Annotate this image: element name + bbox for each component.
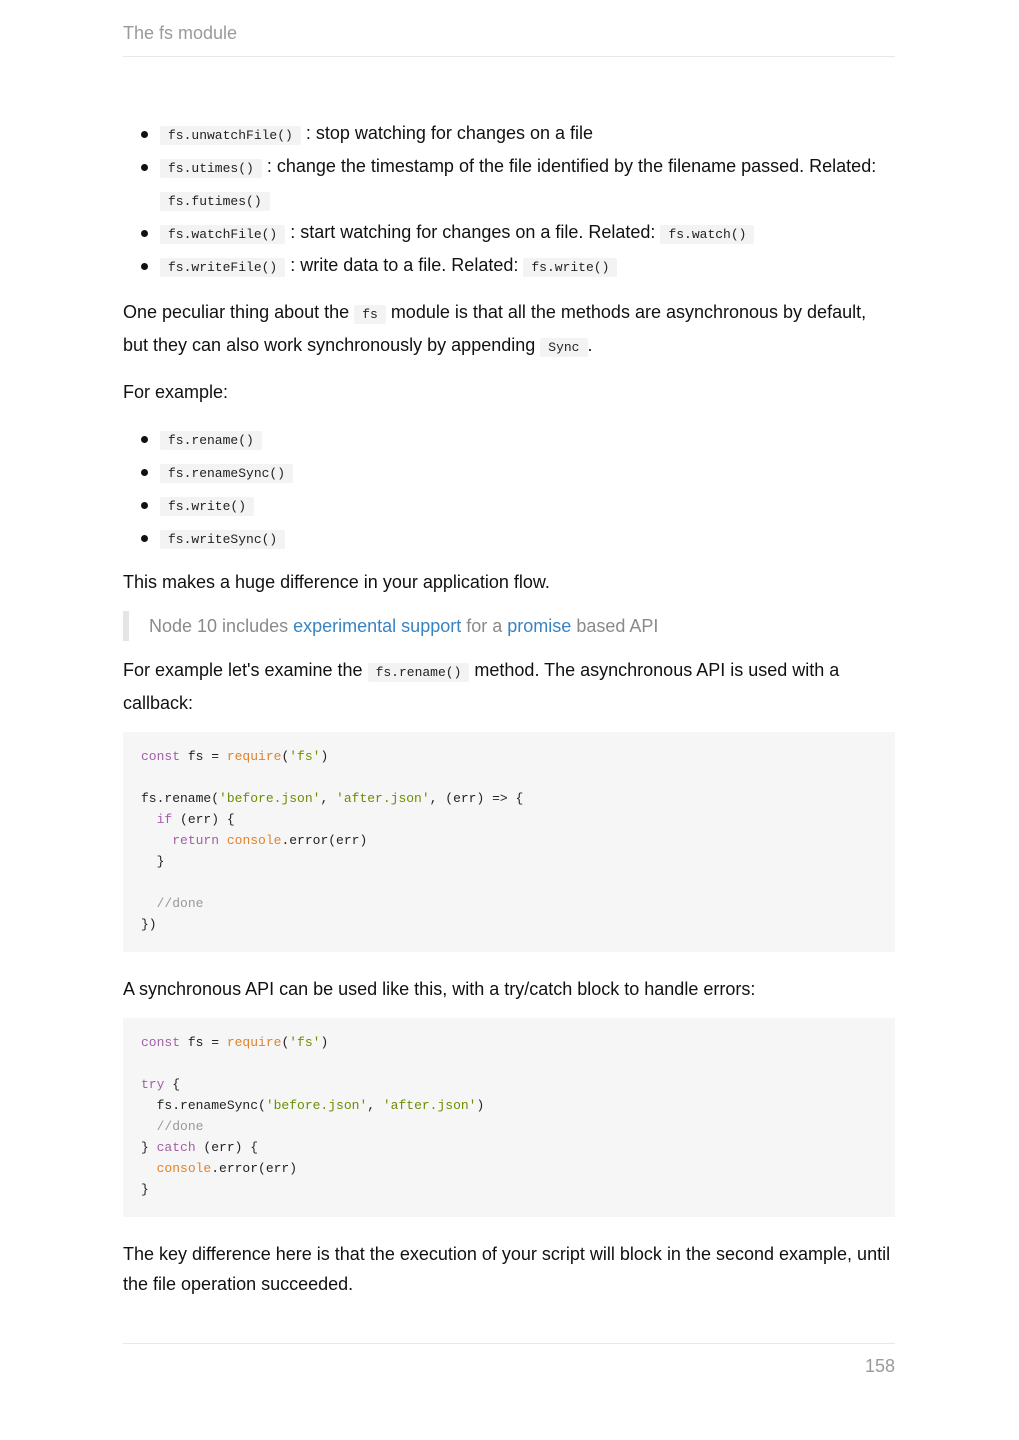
paragraph-text: One peculiar thing about the <box>123 302 350 322</box>
inline-code: fs <box>354 305 386 324</box>
inline-code: fs.writeFile() <box>160 258 285 277</box>
list-item <box>123 118 895 151</box>
list-item-text: : stop watching for changes on a file <box>305 123 594 143</box>
inline-code: fs.watchFile() <box>160 225 285 244</box>
quote-text: for a <box>466 616 503 636</box>
fs-methods-list <box>123 118 895 283</box>
quote-text: Node 10 includes <box>149 616 289 636</box>
footer-divider <box>123 1343 895 1344</box>
running-header: The fs module <box>123 23 895 57</box>
list-item <box>123 250 895 283</box>
promise-link[interactable]: promise <box>507 616 572 636</box>
paragraph-key-difference: The key difference here is that the execution of your script will block in the second example, until the file operation succeeded. <box>123 1244 891 1294</box>
blockquote-note <box>123 611 895 641</box>
inline-code: Sync <box>540 338 587 357</box>
paragraph-async-methods <box>123 297 895 363</box>
code-block-async: const fs = require('fs') fs.rename('before.json', 'after.json', (err) => { if (err) { return console.error(err) } //done }) <box>123 732 895 952</box>
page-number: 158 <box>864 1356 895 1376</box>
example-methods-list <box>123 423 895 555</box>
quote-text: based API <box>576 616 659 636</box>
paragraph-text: method. The asynchronous API is used with a callback: <box>123 660 840 713</box>
inline-code: fs.futimes() <box>160 192 270 211</box>
code-block-sync: const fs = require('fs') try { fs.renameSync('before.json', 'after.json') //done } catch (err) { console.error(err) } <box>123 1018 895 1217</box>
list-item <box>123 489 895 522</box>
page-content <box>123 118 895 1299</box>
list-item <box>123 217 895 250</box>
paragraph-sync-api: A synchronous API can be used like this, with a try/catch block to handle errors: <box>123 979 756 999</box>
paragraph-for-example: For example: <box>123 382 229 402</box>
paragraph-application-flow: This makes a huge difference in your application flow. <box>123 572 550 592</box>
list-item <box>123 522 895 555</box>
paragraph-text: module is that all the methods are asynchronous by default, but they can also work synchronously by appending <box>123 302 867 355</box>
list-item <box>123 456 895 489</box>
list-item-text: : start watching for changes on a file. Related: <box>290 222 656 242</box>
inline-code: fs.write() <box>523 258 617 277</box>
inline-code: fs.watch() <box>660 225 754 244</box>
list-item-text: : change the timestamp of the file identified by the filename passed. Related: <box>266 156 877 176</box>
paragraph-text: . <box>587 335 593 355</box>
list-item-text: : write data to a file. Related: <box>290 255 519 275</box>
inline-code: fs.writeSync() <box>160 530 285 549</box>
inline-code: fs.write() <box>160 497 254 516</box>
list-item <box>123 423 895 456</box>
inline-code: fs.renameSync() <box>160 464 293 483</box>
inline-code: fs.rename() <box>368 663 470 682</box>
list-item <box>123 151 895 217</box>
inline-code: fs.unwatchFile() <box>160 126 301 145</box>
inline-code: fs.rename() <box>160 431 262 450</box>
paragraph-rename-example <box>123 655 895 718</box>
paragraph-text: For example let's examine the <box>123 660 363 680</box>
experimental-support-link[interactable]: experimental support <box>293 616 462 636</box>
inline-code: fs.utimes() <box>160 159 262 178</box>
